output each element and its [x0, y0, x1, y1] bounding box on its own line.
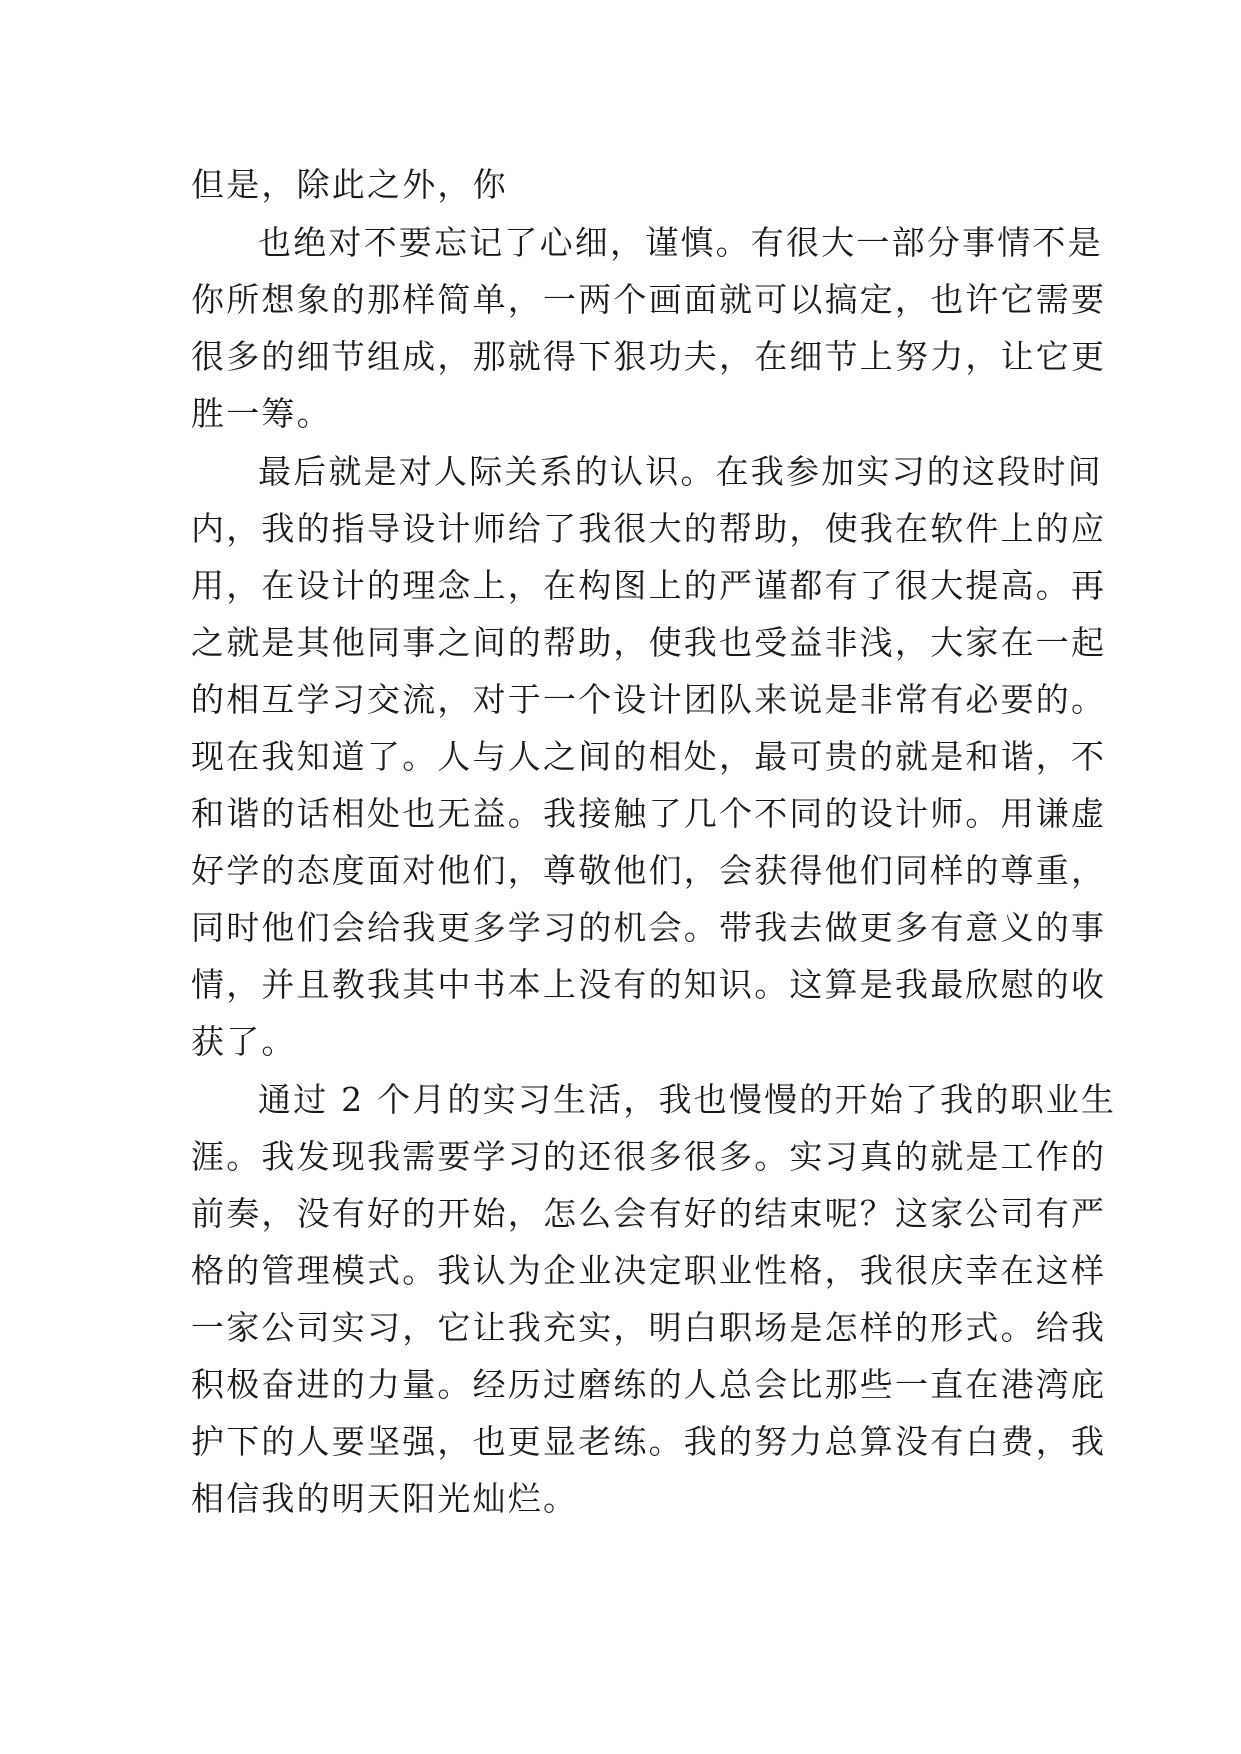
text-line: 内，我的指导设计师给了我很大的帮助，使我在软件上的应: [191, 509, 1107, 548]
text-line: 涯。我发现我需要学习的还很多很多。实习真的就是工作的: [191, 1137, 1107, 1176]
paragraph-first-line: 也绝对不要忘记了心细，谨慎。有很大一部分事情不是: [258, 223, 1103, 262]
text-line: 的相互学习交流，对于一个设计团队来说是非常有必要的。: [191, 680, 1107, 719]
text-line: 好学的态度面对他们，尊敬他们，会获得他们同样的尊重，: [191, 851, 1107, 890]
text-line: 同时他们会给我更多学习的机会。带我去做更多有意义的事: [191, 908, 1107, 947]
text-line: 情，并且教我其中书本上没有的知识。这算是我最欣慰的收: [191, 965, 1107, 1004]
text-line: 护下的人要坚强，也更显老练。我的努力总算没有白费，我: [191, 1422, 1107, 1461]
paragraph-first-line: 通过 2 个月的实习生活，我也慢慢的开始了我的职业生: [258, 1080, 1117, 1119]
text-line: 用，在设计的理念上，在构图上的严谨都有了很大提高。再: [191, 566, 1107, 605]
text-line: 前奏，没有好的开始，怎么会有好的结束呢？这家公司有严: [191, 1194, 1107, 1233]
text-line: 积极奋进的力量。经历过磨练的人总会比那些一直在港湾庇: [191, 1365, 1107, 1404]
text-line: 现在我知道了。人与人之间的相处，最可贵的就是和谐，不: [191, 737, 1107, 776]
text-line: 之就是其他同事之间的帮助，使我也受益非浅，大家在一起: [191, 623, 1107, 662]
text-line: 你所想象的那样简单，一两个画面就可以搞定，也许它需要: [191, 280, 1107, 319]
text-line: 很多的细节组成，那就得下狠功夫，在细节上努力，让它更: [191, 337, 1107, 376]
text-line: 一家公司实习，它让我充实，明白职场是怎样的形式。给我: [191, 1308, 1107, 1347]
paragraph-first-line: 最后就是对人际关系的认识。在我参加实习的这段时间: [258, 452, 1103, 491]
text-line: 格的管理模式。我认为企业决定职业性格，我很庆幸在这样: [191, 1251, 1107, 1290]
text-line: 和谐的话相处也无益。我接触了几个不同的设计师。用谦虚: [191, 794, 1107, 833]
text-line: 获了。: [191, 1022, 297, 1061]
text-line: 相信我的明天阳光灿烂。: [191, 1479, 579, 1518]
text-line: 胜一筹。: [191, 394, 332, 433]
text-line: 但是，除此之外，你: [191, 165, 508, 204]
